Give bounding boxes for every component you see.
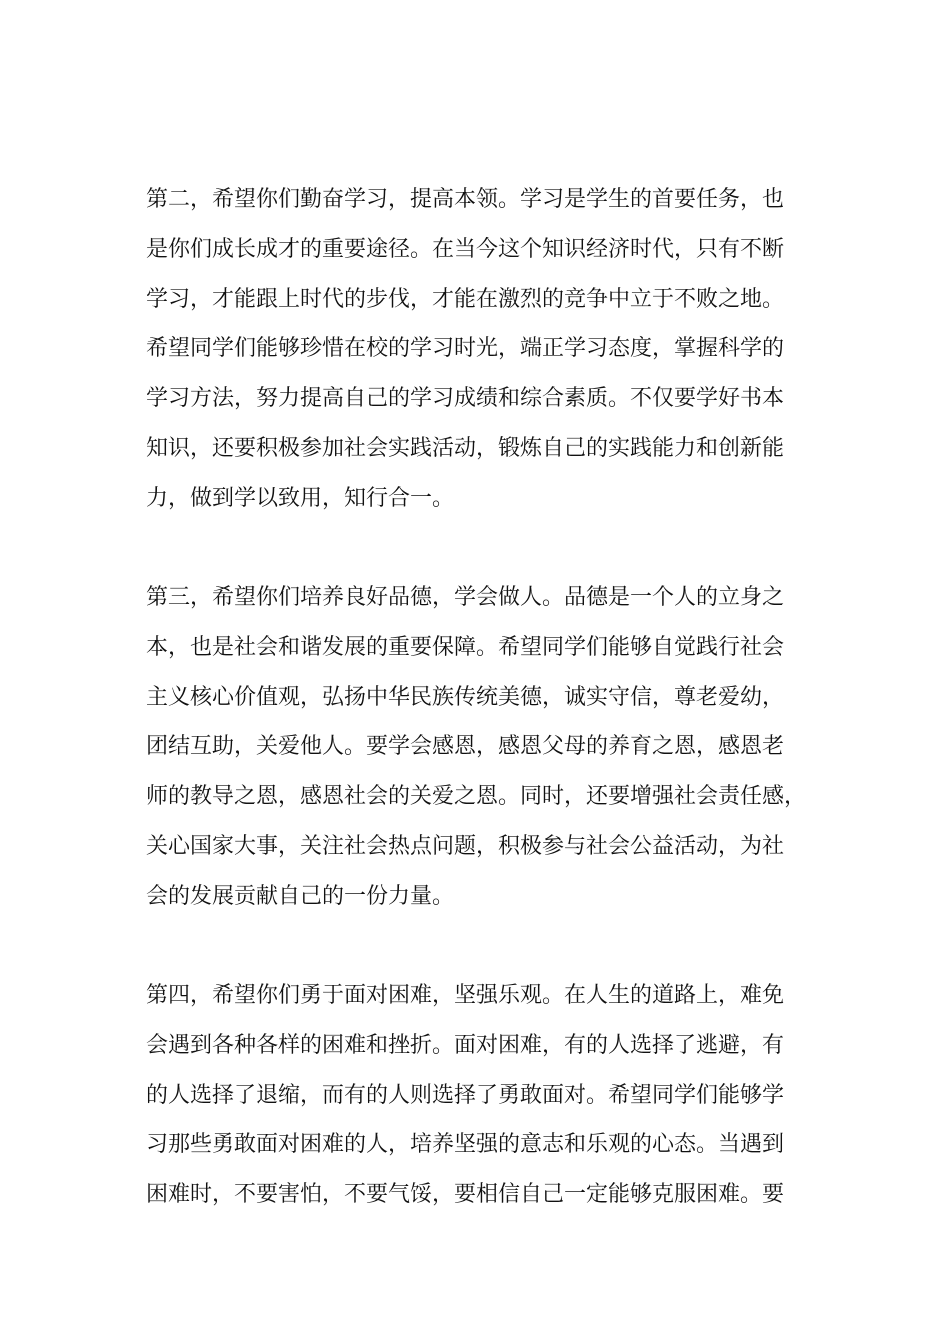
- text-line: 的人选择了退缩，而有的人则选择了勇敢面对。希望同学们能够学: [146, 1082, 785, 1108]
- paragraph-second-hope: [146, 175, 826, 524]
- text-line: 学习方法，努力提高自己的学习成绩和综合素质。不仅要学好书本: [146, 386, 785, 412]
- text-line: 师的教导之恩，感恩社会的关爱之恩。同时，还要增强社会责任感，: [146, 784, 807, 810]
- paragraph-fourth-hope: [146, 971, 826, 1220]
- text-line: 关心国家大事，关注社会热点问题，积极参与社会公益活动，为社: [146, 833, 785, 859]
- text-line: 第二，希望你们勤奋学习，提高本领。学习是学生的首要任务，也: [146, 187, 785, 212]
- text-line: 希望同学们能够珍惜在校的学习时光，端正学习态度，掌握科学的: [146, 336, 785, 362]
- text-line: 困难时，不要害怕，不要气馁，要相信自己一定能够克服困难。要: [146, 1182, 785, 1208]
- text-line: 会遇到各种各样的困难和挫折。面对困难，有的人选择了逃避，有: [146, 1032, 785, 1058]
- text-line: 习那些勇敢面对困难的人，培养坚强的意志和乐观的心态。当遇到: [146, 1132, 785, 1158]
- text-line: 知识，还要积极参加社会实践活动，锻炼自己的实践能力和创新能: [146, 435, 785, 461]
- text-line: 学习，才能跟上时代的步伐，才能在激烈的竞争中立于不败之地。: [146, 286, 785, 312]
- text-line: 第四，希望你们勇于面对困难，坚强乐观。在人生的道路上，难免: [146, 983, 785, 1008]
- text-line: 是你们成长成才的重要途径。在当今这个知识经济时代，只有不断: [146, 236, 785, 262]
- text-line: 团结互助，关爱他人。要学会感恩，感恩父母的养育之恩，感恩老: [146, 734, 785, 760]
- text-line: 本，也是社会和谐发展的重要保障。希望同学们能够自觉践行社会: [146, 634, 785, 660]
- text-line: 主义核心价值观，弘扬中华民族传统美德，诚实守信，尊老爱幼，: [146, 684, 785, 710]
- text-line: 力，做到学以致用，知行合一。: [146, 485, 455, 511]
- text-line: 第三，希望你们培养良好品德，学会做人。品德是一个人的立身之: [146, 585, 785, 610]
- paragraph-third-hope: [146, 573, 826, 922]
- text-line: 会的发展贡献自己的一份力量。: [146, 883, 455, 909]
